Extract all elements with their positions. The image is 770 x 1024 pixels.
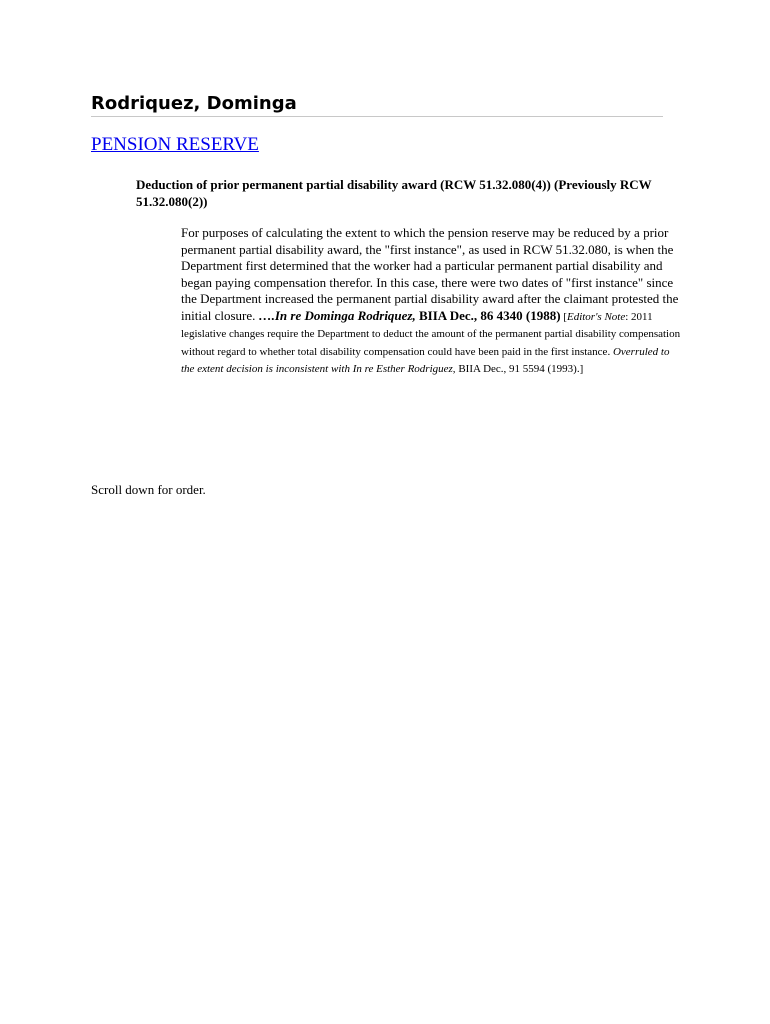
case-title: Rodriquez, Dominga: [91, 93, 297, 114]
scroll-down-note: Scroll down for order.: [91, 482, 206, 497]
citation-reference: BIIA Dec., 86 4340 (1988): [419, 307, 561, 323]
title-divider: [91, 116, 663, 117]
editor-note-open: [: [560, 310, 567, 323]
overruled-citation: BIIA Dec., 91 5594 (1993).]: [455, 363, 584, 375]
citation-case-name: ….In re Dominga Rodriquez,: [258, 307, 419, 323]
subheading: Deduction of prior permanent partial disability award (RCW 51.32.080(4)) (Previously RCW 51.32.080(2)): [136, 177, 652, 209]
paragraph-main-text: For purposes of calculating the extent to which the pension reserve may be reduced by a prior permanent partial disability award, the "first instance", as used in RCW 51.32.080, is when the Department first determined that the worker had a particular permanent partial disability and began paying compensation therefor. In this case, there were two dates of "first instance" since the Department increased the permanent partial disability award after the claimant protested the initial closure.: [181, 225, 679, 323]
editor-note-text: : 2011 legislative changes require the Department to deduct the amount of the permanent partial disability compensation without regard to whether total disability compensation could have been paid in the first instance.: [181, 310, 681, 358]
pension-reserve-link[interactable]: PENSION RESERVE: [91, 134, 259, 155]
decision-paragraph: [181, 225, 681, 378]
overruled-text: Overruled to the extent decision is inconsistent with In re Esther Rodriguez,: [181, 345, 670, 375]
editor-note-label: Editor's Note: [566, 310, 626, 323]
